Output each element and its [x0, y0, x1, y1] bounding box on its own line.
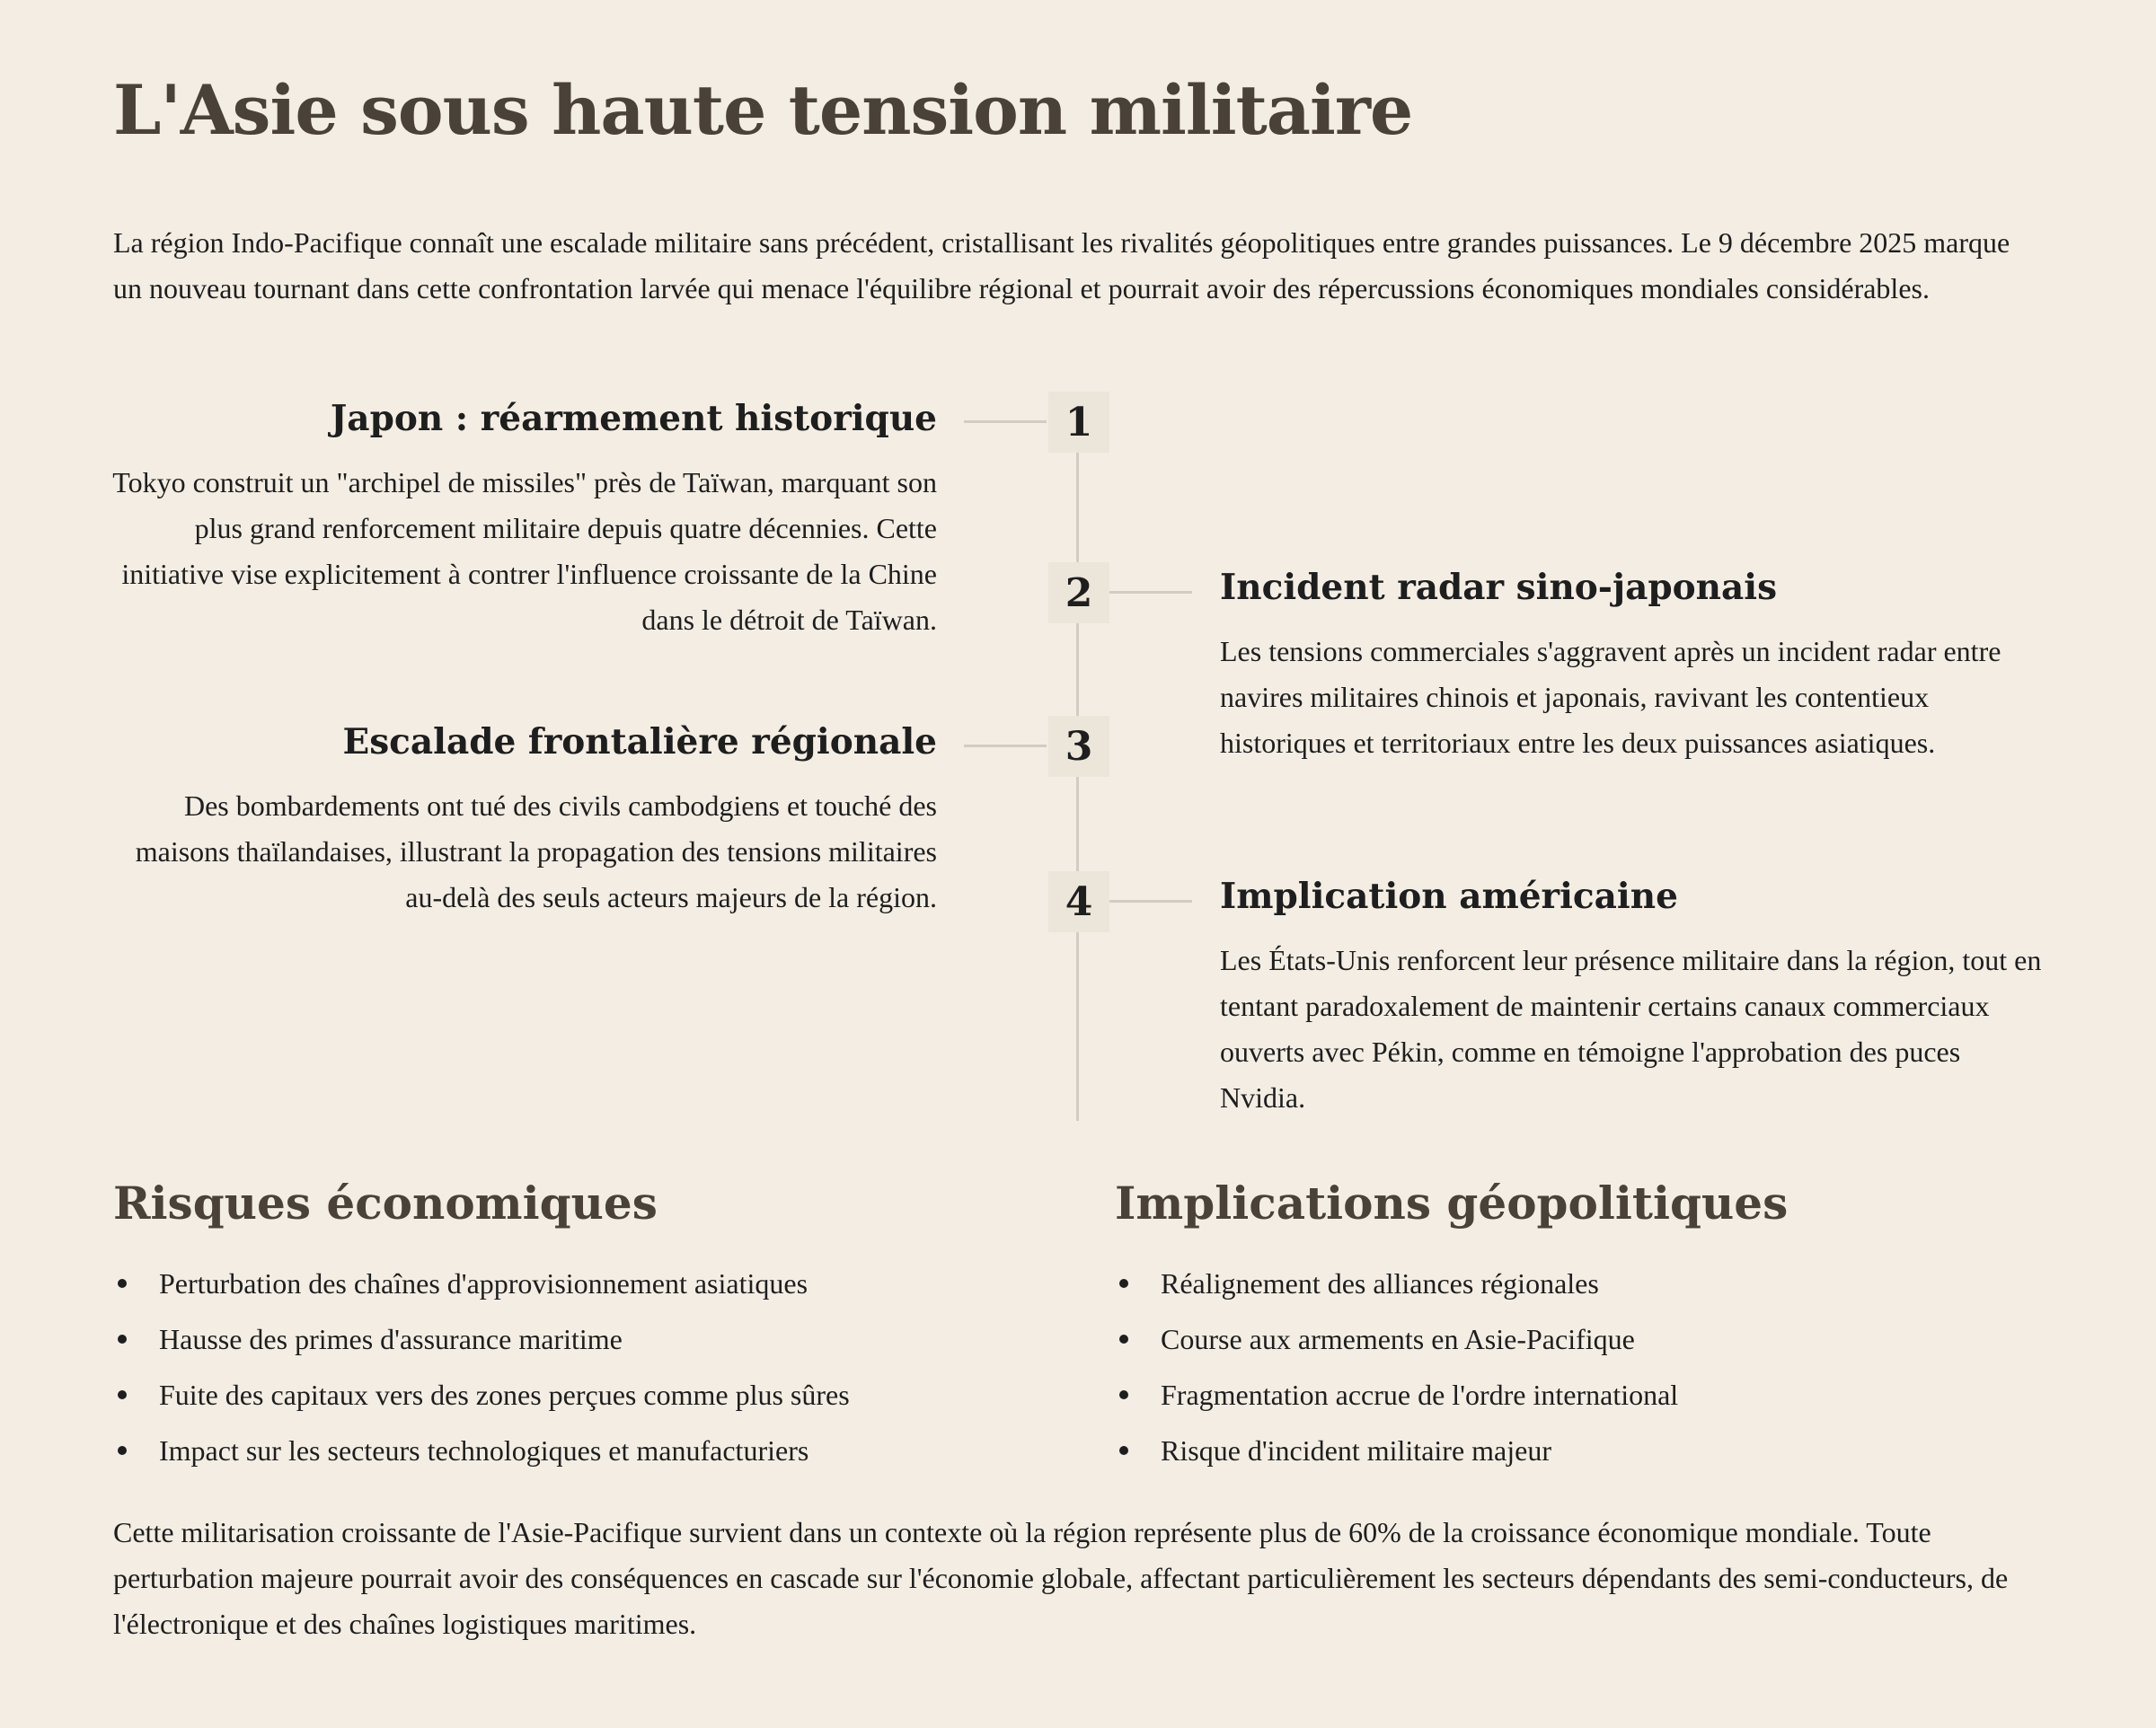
timeline-event	[1220, 873, 2046, 1121]
bullet-icon	[118, 1390, 127, 1399]
list-item: Risque d'incident militaire majeur	[1115, 1423, 2067, 1478]
timeline-event-title: Incident radar sino-japonais	[1220, 567, 1778, 608]
geopolitical-list	[1115, 1256, 2067, 1478]
list-item: Fragmentation accrue de l'ordre international	[1115, 1367, 2067, 1423]
economic-risks-list	[113, 1256, 1065, 1478]
timeline-number: 3	[1048, 716, 1109, 777]
timeline-event	[110, 719, 937, 921]
timeline-number: 2	[1048, 562, 1109, 623]
intro-paragraph: La région Indo-Pacifique connaît une escalade militaire sans précédent, cristallisant les rivalités géopolitiques entre grandes puissances. Le 9 décembre 2025 marque un nouveau tournant dans cette confrontation larvée qui menace l'équilibre régional et pourrait avoir des répercussions économiques mondiales considérables.	[113, 226, 2010, 304]
list-item: Course aux armements en Asie-Pacifique	[1115, 1311, 2067, 1367]
timeline-event-text: Tokyo construit un "archipel de missiles" près de Taïwan, marquant son plus grand renforcement militaire depuis quatre décennies. Cette initiative vise explicitement à contrer l'influence croissante de la Chine dans le détroit de Taïwan.	[112, 466, 937, 636]
timeline-event-title: Japon : réarmement historique	[330, 398, 937, 439]
timeline-event-title: Escalade frontalière régionale	[342, 721, 937, 763]
page-title: L'Asie sous haute tension militaire	[113, 70, 1413, 150]
bullet-icon	[118, 1279, 127, 1288]
bullet-icon	[1119, 1446, 1128, 1455]
timeline-number: 1	[1048, 392, 1109, 453]
bullet-icon	[1119, 1390, 1128, 1399]
bullet-icon	[118, 1335, 127, 1344]
timeline-event-text: Les tensions commerciales s'aggravent après un incident radar entre navires militaires chinois et japonais, ravivant les contentieux historiques et territoriaux entre les deux puissances asiatiques.	[1220, 635, 2001, 759]
timeline-event	[1220, 564, 2046, 766]
timeline-connector	[964, 420, 1047, 423]
timeline-event-title: Implication américaine	[1220, 876, 1678, 917]
list-item: Hausse des primes d'assurance maritime	[113, 1311, 1065, 1367]
geopolitical-heading: Implications géopolitiques	[1115, 1177, 1789, 1230]
timeline-connector	[964, 745, 1047, 747]
list-item: Perturbation des chaînes d'approvisionnement asiatiques	[113, 1256, 1065, 1311]
list-item: Fuite des capitaux vers des zones perçues comme plus sûres	[113, 1367, 1065, 1423]
economic-risks-heading: Risques économiques	[113, 1177, 658, 1230]
economic-risks-section	[113, 1168, 1065, 1478]
conclusion-paragraph: Cette militarisation croissante de l'Asie-Pacifique survient dans un contexte où la région représente plus de 60% de la croissance économique mondiale. Toute perturbation majeure pourrait avoir des conséquences en cascade sur l'économie globale, affectant particulièrement les secteurs dépendants des semi-conducteurs, de l'électronique et des chaînes logistiques maritimes.	[113, 1516, 2009, 1640]
timeline-connector	[1109, 900, 1192, 903]
list-item: Impact sur les secteurs technologiques et manufacturiers	[113, 1423, 1065, 1478]
timeline-connector	[1109, 591, 1192, 594]
list-item: Réalignement des alliances régionales	[1115, 1256, 2067, 1311]
bullet-icon	[1119, 1279, 1128, 1288]
timeline-event-text: Des bombardements ont tué des civils cambodgiens et touché des maisons thaïlandaises, illustrant la propagation des tensions militaires au-delà des seuls acteurs majeurs de la région.	[135, 789, 937, 913]
timeline-event	[110, 395, 937, 643]
timeline-event-text: Les États-Unis renforcent leur présence militaire dans la région, tout en tentant paradoxalement de maintenir certains canaux commerciaux ouverts avec Pékin, comme en témoigne l'approbation des puces Nvidia.	[1220, 944, 2042, 1114]
timeline-number: 4	[1048, 871, 1109, 932]
bullet-icon	[1119, 1335, 1128, 1344]
geopolitical-section	[1115, 1168, 2067, 1478]
bullet-icon	[118, 1446, 127, 1455]
